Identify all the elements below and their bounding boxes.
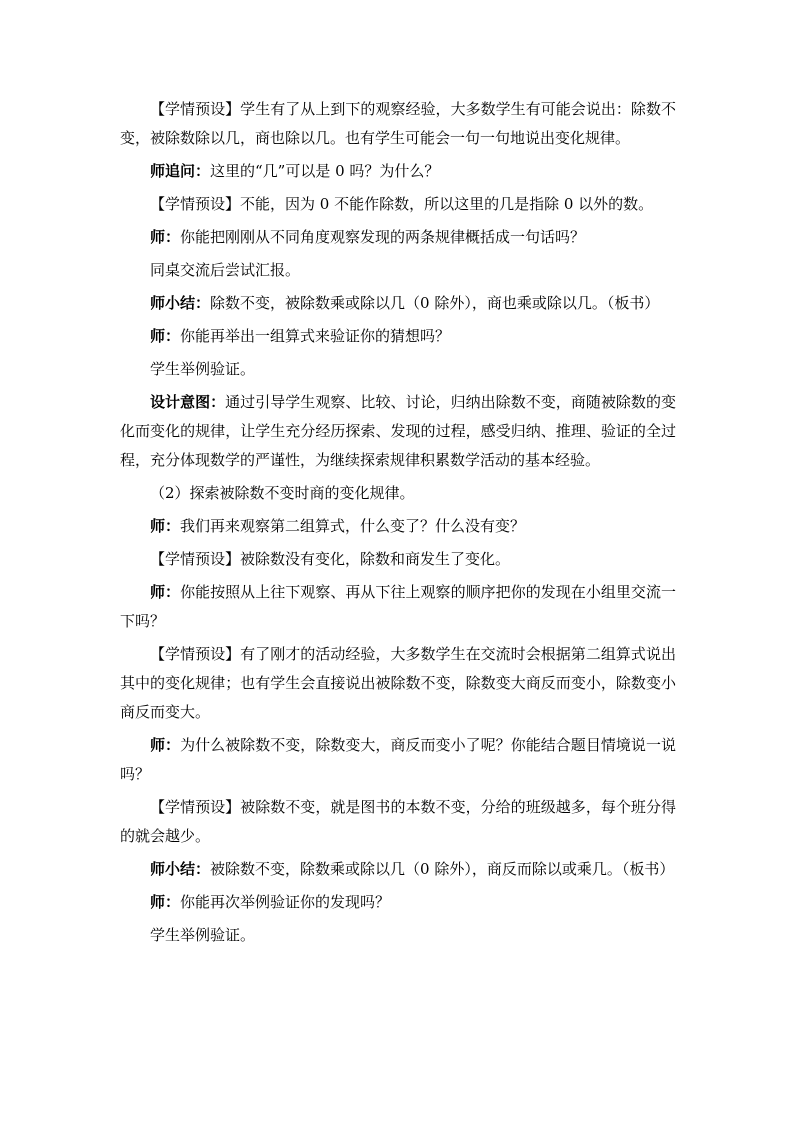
paragraph-19 (120, 921, 676, 950)
paragraph-text: 这里的“几”可以是 0 吗？为什么？ (210, 162, 440, 180)
paragraph-5 (120, 256, 676, 285)
paragraph-15 (120, 731, 676, 789)
paragraph-text: 通过引导学生观察、比较、讨论，归纳出除数不变，商随被除数的变化而变化的规律，让学生充分经历探索、发现的过程，感受归纳、推理、验证的全过程，充分体现数学的严谨性，为继续探索规律积累数学活动的基本经验。 (120, 393, 676, 469)
paragraph-14 (120, 640, 676, 727)
paragraph-label: 【学情预设】 (150, 100, 241, 118)
paragraph-text: 你能把刚刚从不同角度观察发现的两条规律概括成一句话吗？ (180, 228, 586, 246)
paragraph-text: 除数不变，被除数乘或除以几（0 除外），商也乘或除以几。（板书） (210, 294, 660, 312)
paragraph-text: 不能，因为 0 不能作除数，所以这里的几是指除 0 以外的数。 (240, 195, 654, 213)
paragraph-label: 师： (150, 893, 181, 911)
paragraph-text: 有了刚才的活动经验，大多数学生在交流时会根据第二组算式说出其中的变化规律；也有学生会直接说出被除数不变，除数变大商反而变小，除数变小商反而变大。 (120, 645, 676, 721)
paragraph-9 (120, 388, 676, 475)
paragraph-text: 学生有了从上到下的观察经验，大多数学生有可能会说出：除数不变，被除数除以几，商也除以几。也有学生可能会一句一句地说出变化规律。 (120, 100, 676, 147)
paragraph-label: 师： (150, 583, 181, 601)
paragraph-label: 师： (150, 327, 181, 345)
paragraph-label: 设计意图： (150, 393, 226, 411)
paragraph-7 (120, 322, 676, 351)
paragraph-label: 师追问： (150, 162, 211, 180)
paragraph-8 (120, 355, 676, 384)
paragraph-18 (120, 888, 676, 917)
paragraph-text: 同桌交流后尝试汇报。 (150, 261, 301, 279)
paragraph-text: 你能再次举例验证你的发现吗？ (180, 893, 391, 911)
paragraph-4 (120, 223, 676, 252)
paragraph-13 (120, 578, 676, 636)
paragraph-text: 学生举例验证。 (150, 926, 256, 944)
paragraph-text: 你能再举出一组算式来验证你的猜想吗？ (180, 327, 451, 345)
paragraph-16 (120, 793, 676, 851)
paragraph-text: 为什么被除数不变，除数变大，商反而变小了呢？你能结合题目情境说一说吗？ (120, 736, 676, 783)
paragraph-label: 【学情预设】 (150, 645, 241, 663)
lesson-text (120, 95, 676, 950)
paragraph-label: 师： (150, 736, 181, 754)
paragraph-text: 被除数不变，就是图书的本数不变，分给的班级越多，每个班分得的就会越少。 (120, 798, 676, 845)
paragraph-text: 被除数没有变化，除数和商发生了变化。 (240, 550, 511, 568)
paragraph-label: 师小结： (150, 294, 211, 312)
paragraph-label: 【学情预设】 (150, 550, 241, 568)
paragraph-label: 【学情预设】 (150, 798, 241, 816)
paragraph-12 (120, 545, 676, 574)
paragraph-text: 学生举例验证。 (150, 360, 256, 378)
paragraph-label: 师小结： (150, 860, 211, 878)
paragraph-1 (120, 95, 676, 153)
paragraph-11 (120, 512, 676, 541)
paragraph-text: 被除数不变，除数乘或除以几（0 除外），商反而除以或乘几。（板书） (210, 860, 675, 878)
paragraph-6 (120, 289, 676, 318)
paragraph-text: 我们再来观察第二组算式，什么变了？什么没有变？ (180, 517, 526, 535)
paragraph-17 (120, 855, 676, 884)
paragraph-3 (120, 190, 676, 219)
paragraph-label: 师： (150, 228, 181, 246)
paragraph-text: 你能按照从上往下观察、再从下往上观察的顺序把你的发现在小组里交流一下吗？ (120, 583, 676, 630)
paragraph-text: （2）探索被除数不变时商的变化规律。 (150, 484, 415, 502)
paragraph-10 (120, 479, 676, 508)
paragraph-label: 师： (150, 517, 181, 535)
paragraph-2 (120, 157, 676, 186)
paragraph-label: 【学情预设】 (150, 195, 241, 213)
